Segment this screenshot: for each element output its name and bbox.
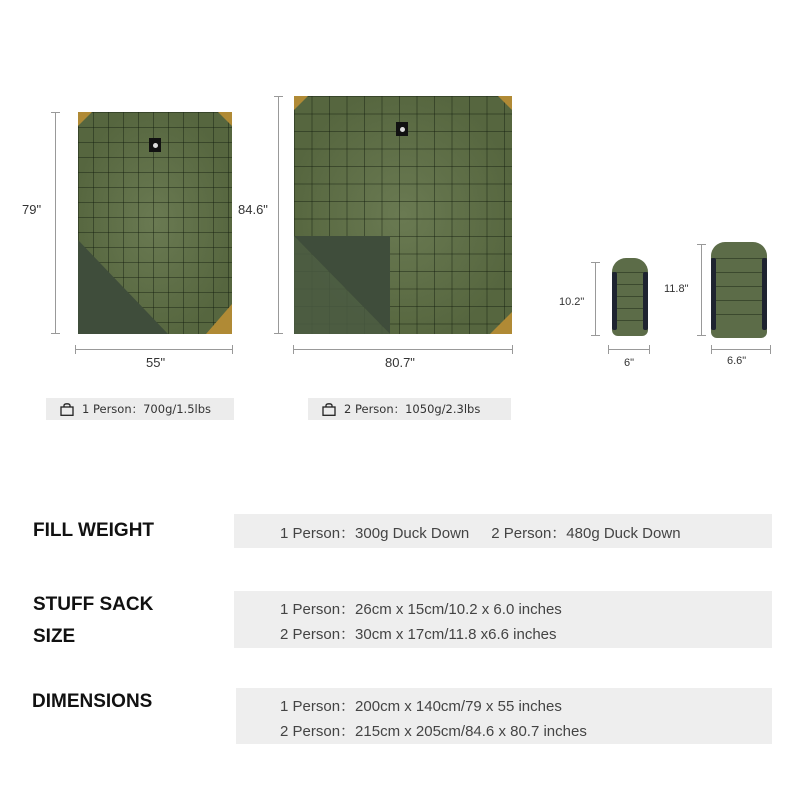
quilt-1p-image [78,112,232,334]
brand-logo [396,122,408,136]
fill-weight-box [234,514,772,548]
quilt-2p-width-tick-left [293,345,294,354]
weight-badge-1p-text: 1 Person：700g/1.5lbs [82,402,212,416]
fill-weight-label: FILL WEIGHT [33,520,155,541]
quilt-1p-width-label: 55" [146,355,166,370]
dimensions-1p: 1 Person：200cm x 140cm/79 x 55 inches [280,698,562,715]
quilt-2p-height-label: 84.6" [238,202,268,217]
weight-badge-2p [308,398,511,420]
weight-bag-icon [60,403,74,416]
sack-1p-width-label: 6" [624,357,635,369]
sack-2p-image [711,242,767,338]
sack-1p-image [612,258,648,336]
dimensions-2p: 2 Person：215cm x 205cm/84.6 x 80.7 inches [280,723,587,740]
sack-1p-height-tick-bottom [591,335,600,336]
stuff-sack-label-line2: SIZE [33,626,76,647]
quilt-2p-image [294,96,512,334]
quilt-2p-height-tick-top [274,96,283,97]
sack-2p-height-label: 11.8" [664,283,689,295]
sack-1p-width-line [608,349,650,350]
stuff-sack-2p: 2 Person：30cm x 17cm/11.8 x6.6 inches [280,626,557,643]
stuff-sack-box [234,591,772,648]
sack-2p-height-tick-top [697,244,706,245]
sack-2p-width-tick-left [711,345,712,354]
brand-logo [149,138,161,152]
stuff-sack-label-line1: STUFF SACK [33,594,154,615]
stuff-sack-1p: 1 Person：26cm x 15cm/10.2 x 6.0 inches [280,601,562,618]
quilt-2p-width-label: 80.7" [385,355,415,370]
quilt-1p-width-line [75,349,233,350]
quilt-1p-height-tick-bottom [51,333,60,334]
quilt-1p-width-tick-left [75,345,76,354]
quilt-2p-height-tick-bottom [274,333,283,334]
sack-1p-height-line [595,262,596,336]
dimensions-label: DIMENSIONS [32,691,153,712]
sack-2p-width-tick-right [770,345,771,354]
fill-weight-2p: 2 Person：480g Duck Down [491,525,681,542]
fill-weight-1p: 1 Person：300g Duck Down [280,525,470,542]
quilt-2p-width-line [293,349,513,350]
sack-1p-width-tick-right [649,345,650,354]
dimensions-box [236,688,772,744]
quilt-1p-height-tick-top [51,112,60,113]
quilt-1p-height-label: 79" [22,202,42,217]
sack-2p-width-line [711,349,771,350]
sack-1p-width-tick-left [608,345,609,354]
weight-bag-icon [322,403,336,416]
quilt-2p-width-tick-right [512,345,513,354]
sack-1p-height-tick-top [591,262,600,263]
weight-badge-2p-text: 2 Person：1050g/2.3lbs [344,402,481,416]
weight-badge-1p [46,398,234,420]
sack-2p-height-tick-bottom [697,335,706,336]
quilt-2p-height-line [278,96,279,334]
sack-1p-height-label: 10.2" [559,296,585,308]
sack-2p-width-label: 6.6" [727,355,747,367]
quilt-1p-width-tick-right [232,345,233,354]
quilt-1p-height-line [55,112,56,334]
sack-2p-height-line [701,244,702,336]
